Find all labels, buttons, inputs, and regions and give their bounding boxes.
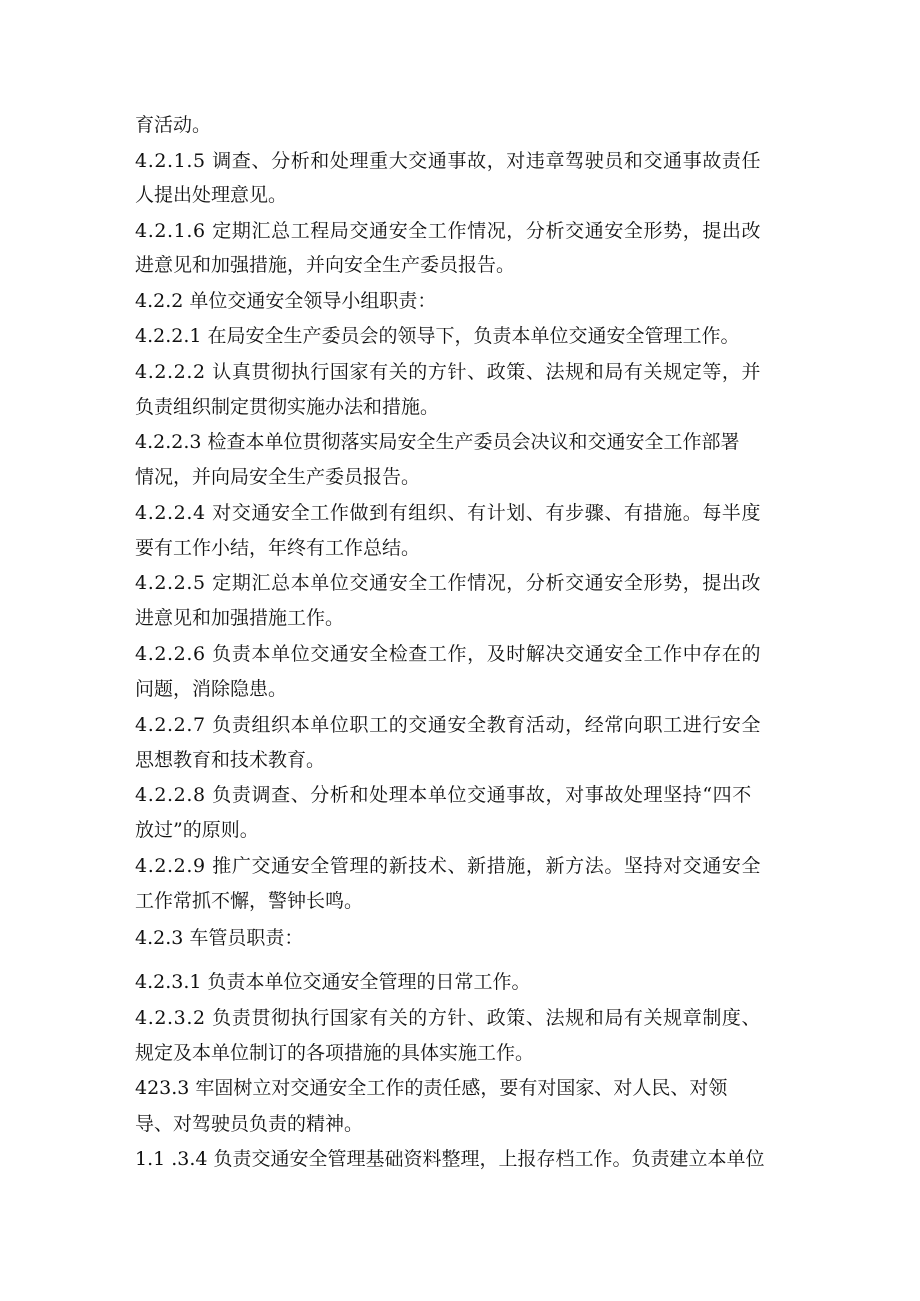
text-line: 4.2.1.6 定期汇总工程局交通安全工作情况，分析交通安全形势，提出改: [135, 220, 762, 242]
text-line: 4.2.2.5 定期汇总本单位交通安全工作情况，分析交通安全形势，提出改: [135, 572, 762, 594]
text-line: 423.3 牢固树立对交通安全工作的责任感，要有对国家、对人民、对领: [135, 1077, 728, 1099]
text-line: 导、对驾驶员负责的精神。: [135, 1113, 364, 1135]
text-line: 负责组织制定贯彻实施办法和措施。: [135, 396, 440, 418]
text-line: 4.2.2.7 负责组织本单位职工的交通安全教育活动，经常向职工进行安全: [135, 714, 762, 736]
text-line: 思想教育和技术教育。: [135, 749, 326, 771]
text-line: 放过”的原则。: [135, 819, 259, 841]
text-line: 育活动。: [135, 114, 212, 136]
text-line: 人提出处理意见。: [135, 184, 288, 206]
text-line: 4.2.2.3 检查本单位贯彻落实局安全生产委员会决议和交通安全工作部署: [135, 431, 740, 453]
text-line: 1.1 .3.4 负责交通安全管理基础资料整理，上报存档工作。负责建立本单位: [135, 1148, 765, 1170]
text-line: 4.2.2.6 负责本单位交通安全检查工作，及时解决交通安全工作中存在的: [135, 643, 762, 665]
text-line: 4.2.2.9 推广交通安全管理的新技术、新措施，新方法。坚持对交通安全: [135, 855, 762, 877]
text-line: 4.2.1.5 调查、分析和处理重大交通事故，对违章驾驶员和交通事故责任: [135, 150, 762, 172]
text-line: 4.2.2.4 对交通安全工作做到有组织、有计划、有步骤、有措施。每半度: [135, 502, 762, 524]
text-line: 要有工作小结，年终有工作总结。: [135, 537, 421, 559]
text-line: 情况，并向局安全生产委员报告。: [135, 466, 421, 488]
text-line: 规定及本单位制订的各项措施的具体实施工作。: [135, 1042, 535, 1064]
text-line: 进意见和加强措施工作。: [135, 607, 345, 629]
text-line: 4.2.2.1 在局安全生产委员会的领导下，负责本单位交通安全管理工作。: [135, 325, 740, 347]
text-line: 4.2.2.2 认真贯彻执行国家有关的方针、政策、法规和局有关规定等，并: [135, 361, 762, 383]
text-line: 4.2.3.2 负责贯彻执行国家有关的方针、政策、法规和局有关规章制度、: [135, 1007, 762, 1029]
text-line: 工作常抓不懈，警钟长鸣。: [135, 890, 364, 912]
section-heading: 4.2.3 车管员职责：: [135, 927, 304, 949]
text-line: 问题，消除隐患。: [135, 678, 288, 700]
text-line: 4.2.3.1 负责本单位交通安全管理的日常工作。: [135, 971, 531, 993]
section-heading: 4.2.2 单位交通安全领导小组职责：: [135, 290, 437, 312]
text-line: 4.2.2.8 负责调查、分析和处理本单位交通事故，对事故处理坚持“四不: [135, 784, 752, 806]
text-line: 进意见和加强措施，并向安全生产委员报告。: [135, 254, 516, 276]
